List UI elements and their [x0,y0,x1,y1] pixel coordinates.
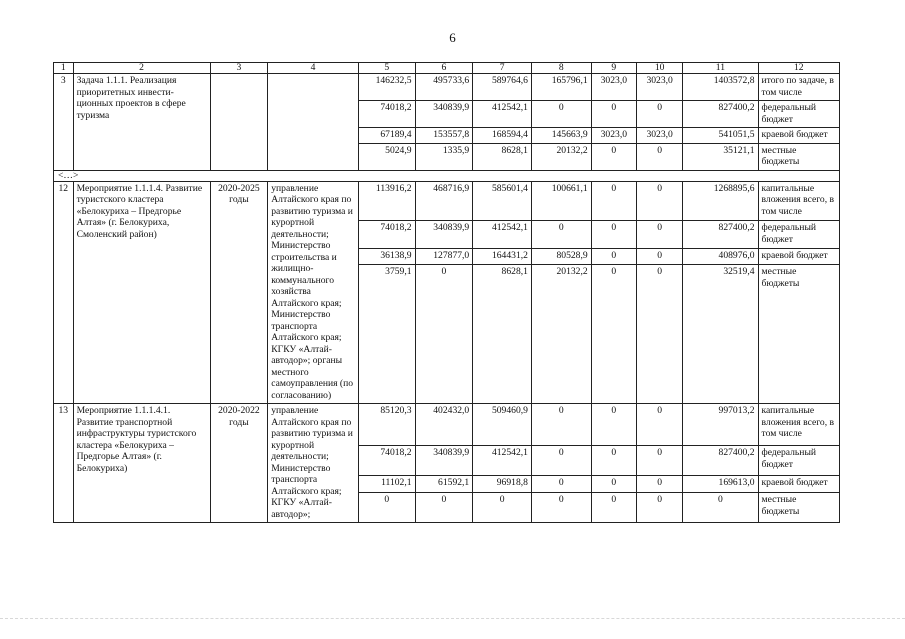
value-cell: 20132,2 [531,143,591,170]
value-cell: 997013,2 [683,404,758,446]
value-cell: 0 [591,249,636,265]
value-cell: 3023,0 [636,74,682,101]
value-cell: 74018,2 [358,446,415,476]
value-cell: 0 [531,221,591,249]
value-cell: 61592,1 [415,476,473,493]
funding-source: федеральный бюджет [758,101,839,128]
funding-source: краевой бюджет [758,128,839,144]
value-cell: 32519,4 [683,265,758,404]
value-cell: 0 [636,249,682,265]
value-cell: 589764,6 [473,74,532,101]
funding-source: итого по задаче, в том числе [758,74,839,101]
value-cell: 0 [591,143,636,170]
value-cell: 412542,1 [473,221,532,249]
funding-source: краевой бюджет [758,249,839,265]
value-cell: 408976,0 [683,249,758,265]
item-executors [268,74,359,171]
column-number: 5 [358,63,415,74]
value-cell: 0 [636,404,682,446]
value-cell: 85120,3 [358,404,415,446]
value-cell: 0 [591,221,636,249]
funding-source: местные бюджеты [758,265,839,404]
column-number: 6 [415,63,473,74]
value-cell: 495733,6 [415,74,473,101]
value-cell: 412542,1 [473,446,532,476]
value-cell: 0 [636,101,682,128]
funding-source: местные бюджеты [758,143,839,170]
omission-row [54,170,840,181]
value-cell: 0 [591,404,636,446]
value-cell: 11102,1 [358,476,415,493]
value-cell: 146232,5 [358,74,415,101]
value-cell: 0 [591,265,636,404]
funding-source: краевой бюджет [758,476,839,493]
row-number: 13 [54,404,74,523]
value-cell: 0 [591,446,636,476]
table-row [54,404,840,446]
column-number: 10 [636,63,682,74]
item-name: Мероприятие 1.1.1.4.1. Развитие транспортной инфраструктуры туристского кластера «Белокуриха – Предгорье Алтая» (г. Белокуриха) [73,404,210,523]
value-cell: 0 [636,476,682,493]
value-cell: 74018,2 [358,101,415,128]
value-cell: 0 [636,143,682,170]
value-cell: 0 [531,446,591,476]
value-cell: 0 [531,404,591,446]
column-number: 8 [531,63,591,74]
value-cell: 340839,9 [415,101,473,128]
column-number: 4 [268,63,359,74]
value-cell: 168594,4 [473,128,532,144]
funding-source: капитальные вложения всего, в том числе [758,404,839,446]
value-cell: 827400,2 [683,221,758,249]
item-name: Мероприятие 1.1.1.4. Развитие туристского кластера «Белокуриха – Предгорье Алтая» (г. Белокуриха, Смоленский район) [73,181,210,404]
value-cell: 8628,1 [473,265,532,404]
row-number: 12 [54,181,74,404]
value-cell: 0 [531,493,591,523]
value-cell: 0 [636,446,682,476]
value-cell: 0 [531,476,591,493]
omission-marker: <…> [54,170,840,181]
column-number: 9 [591,63,636,74]
value-cell: 3023,0 [591,74,636,101]
value-cell: 468716,9 [415,181,473,221]
budget-table [53,62,840,523]
funding-source: федеральный бюджет [758,446,839,476]
value-cell: 3023,0 [636,128,682,144]
item-executors: управление Алтайского края по развитию туризма и курортной деятельности; Министерство строительства и жилищно-коммунального хозяйства Алтайского края; Министерство транспорта Алтайского края; КГКУ «Алтай-автодор»; органы местного самоуправления (по согласованию) [268,181,359,404]
value-cell: 8628,1 [473,143,532,170]
table-row [54,74,840,101]
column-number: 12 [758,63,839,74]
value-cell: 402432,0 [415,404,473,446]
value-cell: 145663,9 [531,128,591,144]
value-cell: 0 [591,476,636,493]
value-cell: 164431,2 [473,249,532,265]
value-cell: 1335,9 [415,143,473,170]
funding-source: местные бюджеты [758,493,839,523]
value-cell: 96918,8 [473,476,532,493]
value-cell: 827400,2 [683,446,758,476]
item-years: 2020-2022 годы [210,404,268,523]
funding-source: федеральный бюджет [758,221,839,249]
value-cell: 0 [531,101,591,128]
item-years [210,74,268,171]
value-cell: 0 [415,493,473,523]
value-cell: 585601,4 [473,181,532,221]
page-edge-rule [0,618,905,619]
value-cell: 127877,0 [415,249,473,265]
value-cell: 509460,9 [473,404,532,446]
item-years: 2020-2025 годы [210,181,268,404]
value-cell: 0 [683,493,758,523]
column-number-row [54,63,840,74]
value-cell: 80528,9 [531,249,591,265]
row-number: 3 [54,74,74,171]
table-row [54,181,840,221]
column-number: 7 [473,63,532,74]
value-cell: 165796,1 [531,74,591,101]
value-cell: 36138,9 [358,249,415,265]
value-cell: 0 [636,493,682,523]
column-number: 2 [73,63,210,74]
value-cell: 0 [636,265,682,404]
item-executors: управление Алтайского края по развитию туризма и курортной деятельности; Министерство транспорта Алтайского края; КГКУ «Алтай-автодор»; [268,404,359,523]
value-cell: 0 [636,221,682,249]
value-cell: 0 [473,493,532,523]
funding-source: капитальные вложения всего, в том числе [758,181,839,221]
value-cell: 827400,2 [683,101,758,128]
value-cell: 74018,2 [358,221,415,249]
value-cell: 20132,2 [531,265,591,404]
column-number: 11 [683,63,758,74]
value-cell: 67189,4 [358,128,415,144]
value-cell: 541051,5 [683,128,758,144]
value-cell: 340839,9 [415,446,473,476]
value-cell: 0 [591,101,636,128]
value-cell: 169613,0 [683,476,758,493]
value-cell: 340839,9 [415,221,473,249]
value-cell: 0 [415,265,473,404]
value-cell: 3759,1 [358,265,415,404]
value-cell: 35121,1 [683,143,758,170]
value-cell: 1403572,8 [683,74,758,101]
value-cell: 0 [591,181,636,221]
item-name: Задача 1.1.1. Реализация приоритетных инвести-ционных проектов в сфере туризма [73,74,210,171]
column-number: 3 [210,63,268,74]
value-cell: 0 [358,493,415,523]
value-cell: 3023,0 [591,128,636,144]
page-number: 6 [449,30,456,45]
value-cell: 113916,2 [358,181,415,221]
value-cell: 100661,1 [531,181,591,221]
value-cell: 153557,8 [415,128,473,144]
value-cell: 0 [591,493,636,523]
column-number: 1 [54,63,74,74]
value-cell: 0 [636,181,682,221]
value-cell: 5024,9 [358,143,415,170]
value-cell: 1268895,6 [683,181,758,221]
value-cell: 412542,1 [473,101,532,128]
